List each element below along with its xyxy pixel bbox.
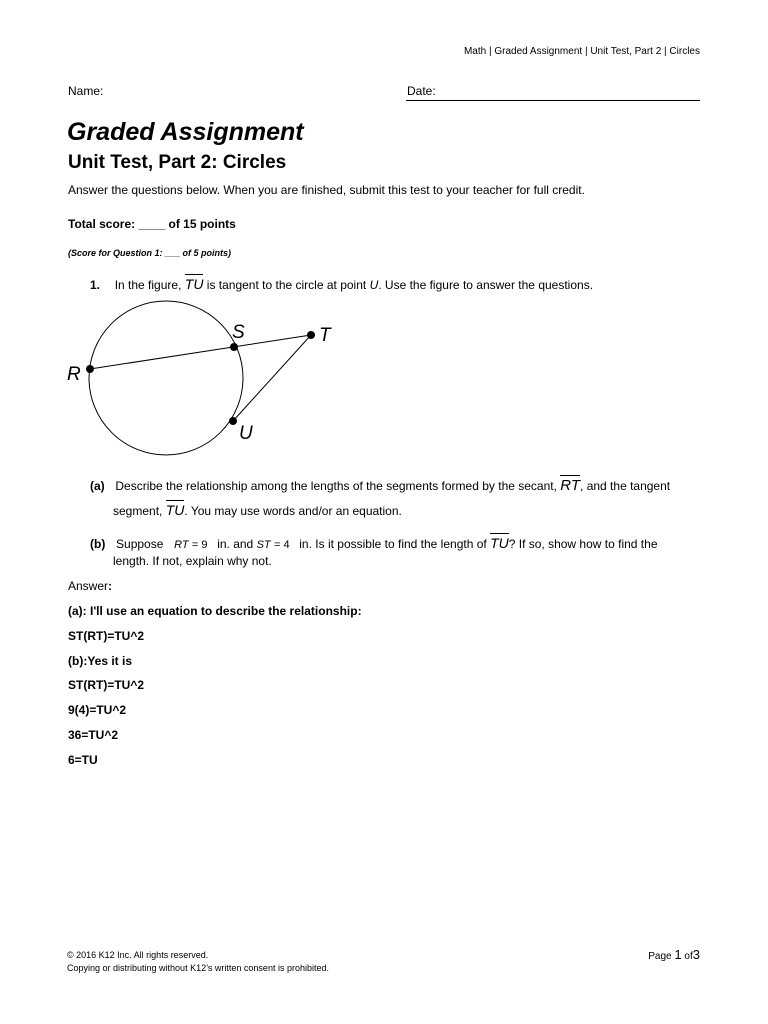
label-r: R bbox=[67, 364, 81, 385]
page-word: Page bbox=[648, 951, 672, 962]
expr-rt: RT bbox=[174, 539, 189, 551]
answer-line: ST(RT)=TU^2 bbox=[68, 629, 145, 643]
page-subtitle: Unit Test, Part 2: Circles bbox=[68, 152, 287, 173]
part-b-line-2: length. If not, explain why not. bbox=[113, 554, 272, 568]
expr-rt-value: = 9 bbox=[191, 539, 208, 551]
answer-line: ST(RT)=TU^2 bbox=[68, 678, 145, 692]
page-current: 1 bbox=[674, 947, 682, 962]
question-1-stem bbox=[90, 276, 593, 292]
question-number: 1. bbox=[90, 278, 101, 292]
answer-line: (a): I'll use an equation to describe the relationship: bbox=[68, 604, 362, 618]
part-a-line-1 bbox=[90, 477, 670, 494]
question-text-end: . Use the figure to answer the questions. bbox=[378, 278, 594, 292]
circle bbox=[89, 301, 243, 455]
segment-tu: TU bbox=[490, 535, 509, 551]
circle-tangent-figure bbox=[60, 298, 350, 458]
part-b-after: ? If so, show how to find the bbox=[508, 537, 658, 551]
segment-tu: TU bbox=[184, 276, 204, 292]
page-title: Graded Assignment bbox=[67, 118, 304, 146]
answer-line: (b):Yes it is bbox=[68, 654, 133, 668]
point-u: U bbox=[369, 278, 379, 292]
point-s-dot bbox=[230, 343, 238, 351]
point-t-dot bbox=[307, 331, 315, 339]
answer-label-colon: : bbox=[108, 579, 113, 593]
part-b-in-is: in. Is it possible to find the length of bbox=[299, 537, 487, 551]
point-u-dot bbox=[229, 417, 237, 425]
part-a-label: (a) bbox=[90, 479, 105, 493]
page-of: of bbox=[684, 951, 693, 962]
secant-rt bbox=[90, 335, 311, 369]
answer-label-text: Answer bbox=[68, 579, 109, 593]
segment-rt: RT bbox=[560, 477, 581, 494]
answer-line: 9(4)=TU^2 bbox=[68, 703, 127, 717]
total-score: Total score: ____ of 15 points bbox=[68, 217, 236, 231]
page-total: 3 bbox=[692, 947, 700, 962]
part-b-in-and: in. and bbox=[217, 537, 254, 551]
question-text-after: is tangent to the circle at point bbox=[206, 278, 367, 292]
date-label: Date: bbox=[407, 84, 436, 98]
part-b-line-1 bbox=[90, 535, 658, 551]
instructions-text: Answer the questions below. When you are finished, submit this test to your teacher for full credit. bbox=[68, 183, 585, 197]
tangent-tu bbox=[233, 335, 311, 421]
part-a-text-2: segment, bbox=[113, 504, 163, 518]
part-a-text: Describe the relationship among the lengths of the segments formed by the secant, bbox=[115, 479, 557, 493]
label-u: U bbox=[239, 423, 253, 444]
page-number bbox=[648, 947, 700, 962]
name-label: Name: bbox=[68, 84, 104, 98]
point-r-dot bbox=[86, 365, 94, 373]
expr-st-value: = 4 bbox=[273, 539, 290, 551]
document-header-breadcrumb: Math | Graded Assignment | Unit Test, Part 2 | Circles bbox=[463, 46, 700, 57]
question-score: (Score for Question 1: ___ of 5 points) bbox=[68, 248, 232, 258]
date-underline bbox=[406, 100, 700, 101]
answer-line: 6=TU bbox=[68, 753, 98, 767]
label-s: S bbox=[232, 322, 245, 343]
segment-tu: TU bbox=[165, 502, 185, 518]
footer-notice: Copying or distributing without K12’s written consent is prohibited. bbox=[67, 963, 329, 973]
part-b-label: (b) bbox=[90, 537, 106, 551]
answer-line: 36=TU^2 bbox=[68, 728, 119, 742]
answer-label bbox=[68, 579, 112, 593]
part-a-text-after: , and the tangent bbox=[580, 479, 671, 493]
part-a-line-2 bbox=[113, 502, 402, 518]
part-b-suppose: Suppose bbox=[116, 537, 164, 551]
expr-st: ST bbox=[256, 539, 271, 551]
part-a-text-2-after: . You may use words and/or an equation. bbox=[184, 504, 402, 518]
question-text-before: In the figure, bbox=[114, 278, 182, 292]
footer-copyright: © 2016 K12 Inc. All rights reserved. bbox=[67, 950, 209, 960]
label-t: T bbox=[319, 325, 331, 346]
